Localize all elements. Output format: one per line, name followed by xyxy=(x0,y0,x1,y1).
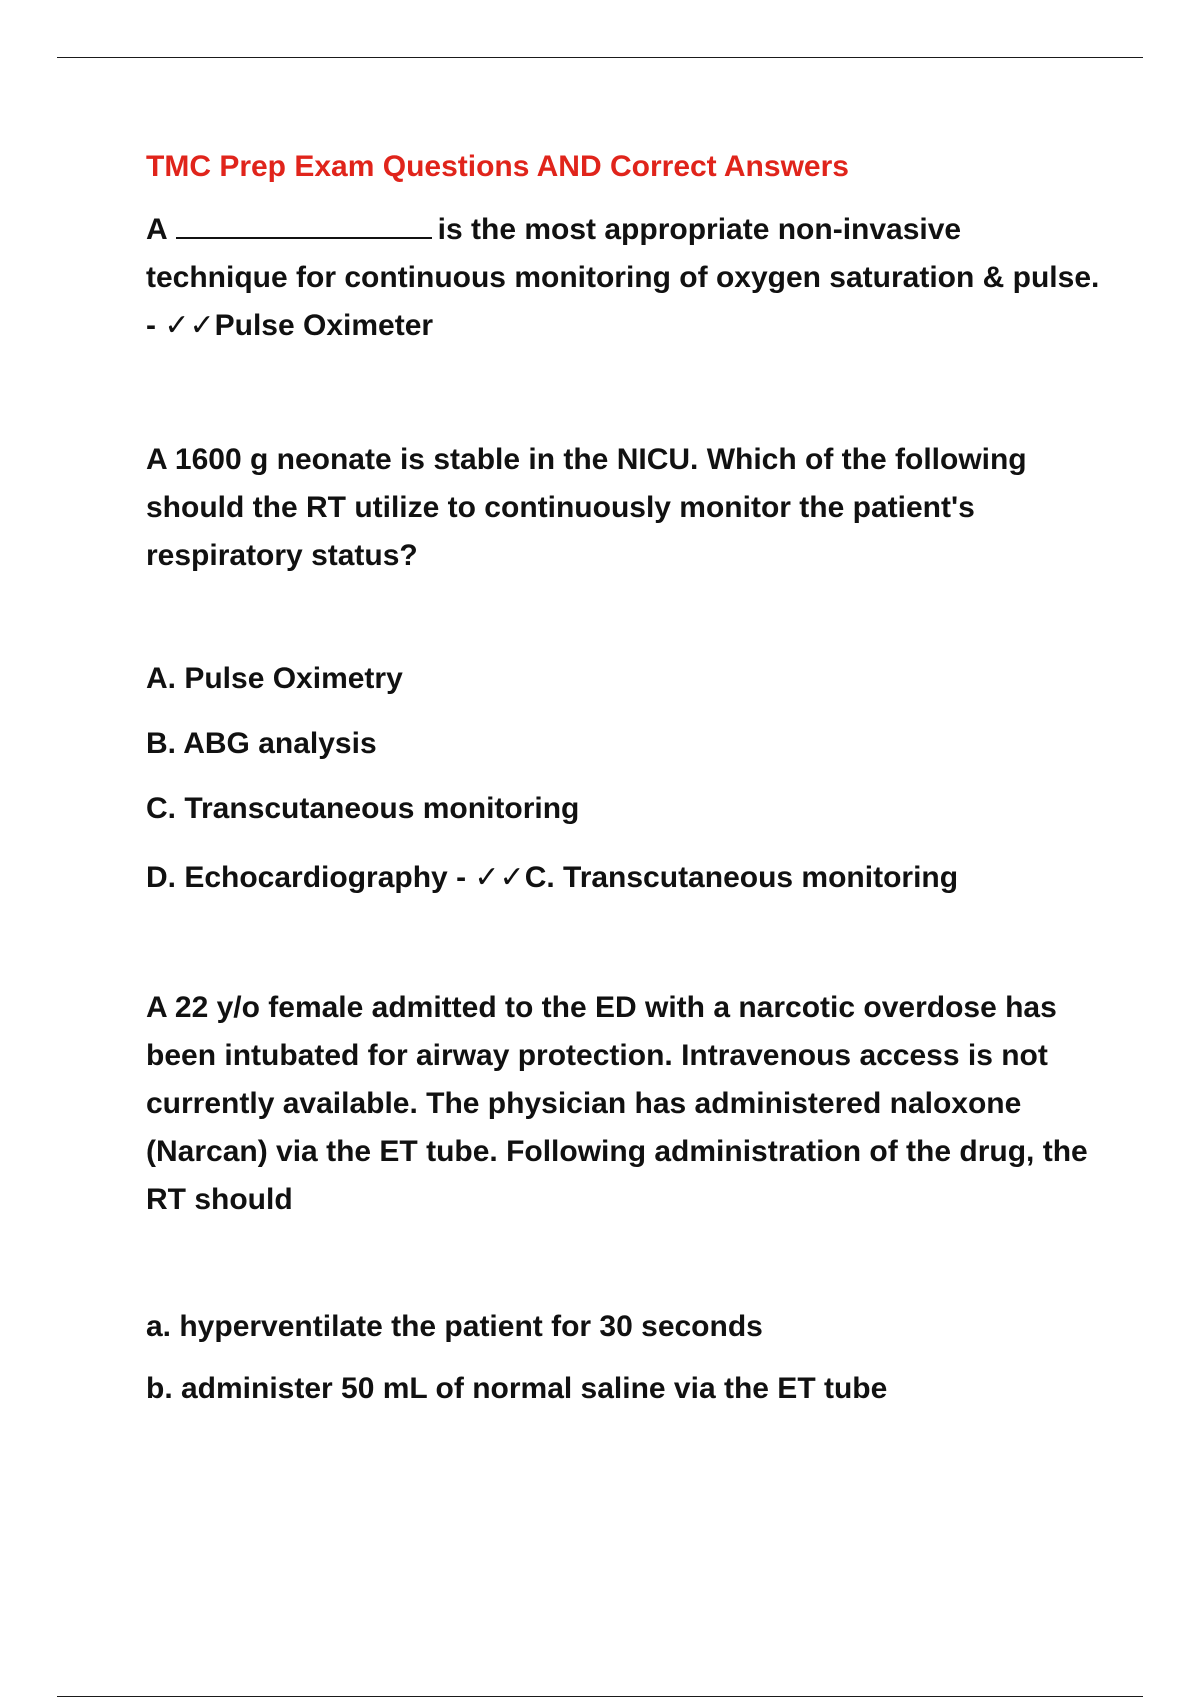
fill-in-blank xyxy=(176,211,432,239)
bottom-rule xyxy=(57,1696,1143,1697)
question-2-option-a: A. Pulse Oximetry xyxy=(146,662,403,695)
question-1-answer: Pulse Oximeter xyxy=(214,309,434,342)
document-title: TMC Prep Exam Questions AND Correct Answers xyxy=(146,150,849,183)
double-check-icon: ✓✓ xyxy=(164,308,215,343)
question-2-option-d-label: D. Echocardiography - xyxy=(146,861,467,894)
question-2-option-b: B. ABG analysis xyxy=(146,727,377,760)
question-1 xyxy=(146,206,1106,350)
question-1-prefix: A xyxy=(146,213,168,246)
question-3-option-b: b. administer 50 mL of normal saline via the ET tube xyxy=(146,1372,888,1405)
question-3-option-a: a. hyperventilate the patient for 30 seconds xyxy=(146,1310,763,1343)
question-3-stem: A 22 y/o female admitted to the ED with a narcotic overdose has been intubated for airway protection. Intravenous access is not currently available. The physician has administered naloxone (Narcan) via the ET tube. Following administration of the drug, the RT should xyxy=(146,991,1088,1216)
question-1-text: is the most appropriate non-invasive technique for continuous monitoring of oxygen saturation & pulse. - xyxy=(146,213,1100,342)
question-2-answer: C. Transcutaneous monitoring xyxy=(524,861,959,894)
question-2-stem: A 1600 g neonate is stable in the NICU. Which of the following should the RT utilize to continuously monitor the patient's respiratory status? xyxy=(146,443,1027,572)
question-2-option-c: C. Transcutaneous monitoring xyxy=(146,792,580,825)
double-check-icon: ✓✓ xyxy=(474,860,525,895)
top-rule xyxy=(57,57,1143,58)
question-2-option-d xyxy=(146,860,958,895)
